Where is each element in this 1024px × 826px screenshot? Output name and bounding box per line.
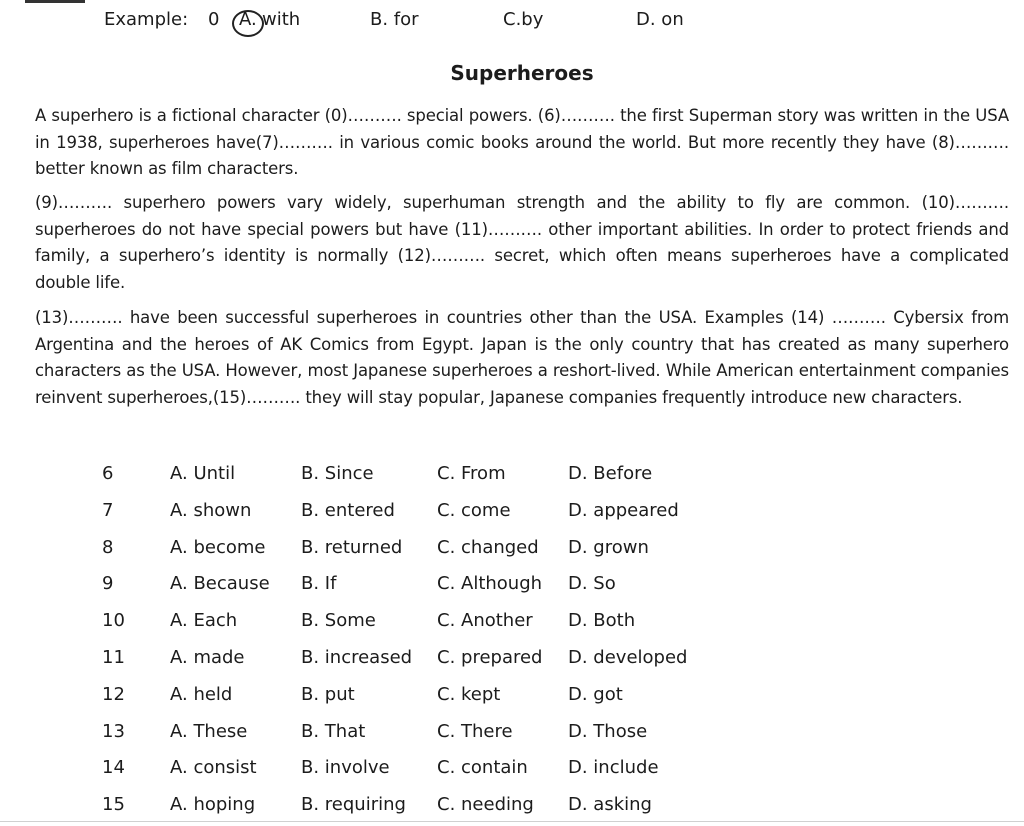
passage-title: Superheroes xyxy=(450,61,594,85)
question-number: 12 xyxy=(102,683,125,705)
top-edge-bar xyxy=(25,0,85,3)
question-row xyxy=(0,495,760,532)
example-number: 0 xyxy=(208,9,220,30)
option-c: C. From xyxy=(437,463,506,484)
option-a: A. become xyxy=(170,536,266,558)
option-b: B. returned xyxy=(301,536,403,558)
question-number: 6 xyxy=(102,463,114,484)
option-a: A. made xyxy=(170,646,245,668)
option-b: B. Since xyxy=(301,463,374,484)
example-option-a-letter: A. xyxy=(239,9,257,30)
option-d: D. Both xyxy=(568,610,636,632)
option-a: A. consist xyxy=(170,757,257,779)
option-a: A. Each xyxy=(170,610,238,632)
option-a: A. Until xyxy=(170,463,236,484)
example-label: Example: xyxy=(104,9,189,30)
option-b: B. entered xyxy=(301,499,395,521)
option-a: A. Because xyxy=(170,573,270,595)
example-option-a-word: with xyxy=(262,9,301,30)
option-b: B. If xyxy=(301,573,337,595)
option-c: C. come xyxy=(437,499,511,521)
option-a: A. hoping xyxy=(170,794,256,816)
question-number: 9 xyxy=(102,573,114,595)
option-c: C. contain xyxy=(437,757,528,779)
question-row xyxy=(0,532,760,569)
option-b: B. requiring xyxy=(301,794,406,816)
question-number: 10 xyxy=(102,610,125,632)
option-d: D. grown xyxy=(568,536,649,558)
option-c: C. There xyxy=(437,720,513,742)
example-option-d: D. on xyxy=(636,9,684,30)
option-c: C. kept xyxy=(437,683,501,705)
option-d: D. appeared xyxy=(568,499,679,521)
passage-paragraph-3: (13)………. have been successful superheroes in countries other than the USA. Examples (14) ………. Cybersix from Argentina and the heroes of AK Comics from Egypt. Japan is the only country that has created as many superhero characters as the USA. However, most Japanese superheroes a reshort-lived. While American entertainment companies reinvent superheroes,(15)………. they will stay popular, Japanese companies frequently introduce new characters. xyxy=(35,308,1009,407)
example-option-b: B. for xyxy=(370,9,419,30)
passage-paragraph-1: A superhero is a fictional character (0)………. special powers. (6)………. the first Superman story was written in the USA in 1938, superheroes have(7)………. in various comic books around the world. But more recently they have (8)………. better known as film characters. xyxy=(35,106,1009,178)
option-d: D. include xyxy=(568,757,659,779)
question-row xyxy=(0,752,760,789)
option-b: B. put xyxy=(301,683,355,705)
question-number: 8 xyxy=(102,536,114,558)
option-c: C. Although xyxy=(437,573,543,595)
question-row xyxy=(0,458,760,495)
option-a: A. held xyxy=(170,683,233,705)
question-number: 11 xyxy=(102,646,125,668)
option-a: A. shown xyxy=(170,499,252,521)
option-d: D. asking xyxy=(568,794,652,816)
option-d: D. got xyxy=(568,683,623,705)
option-d: D. Those xyxy=(568,720,648,742)
question-row xyxy=(0,605,760,642)
option-c: C. prepared xyxy=(437,646,543,668)
option-c: C. needing xyxy=(437,794,534,816)
option-b: B. That xyxy=(301,720,366,742)
example-option-c: C.by xyxy=(503,9,544,30)
question-row xyxy=(0,679,760,716)
bottom-divider xyxy=(0,821,1024,822)
option-c: C. Another xyxy=(437,610,533,632)
question-options-table xyxy=(0,458,760,826)
option-b: B. Some xyxy=(301,610,376,632)
option-c: C. changed xyxy=(437,536,539,558)
passage-paragraph-2: (9)………. superhero powers vary widely, superhuman strength and the ability to fly are common. (10)………. superheroes do not have special powers but have (11)………. other important abilities. In order to protect friends and family, a superhero’s identity is normally (12)………. secret, which often means superheroes have a complicated double life. xyxy=(35,193,1009,292)
question-number: 15 xyxy=(102,794,125,816)
question-row xyxy=(0,568,760,605)
option-d: D. Before xyxy=(568,463,653,484)
question-row xyxy=(0,716,760,753)
option-d: D. So xyxy=(568,573,616,595)
option-a: A. These xyxy=(170,720,248,742)
option-b: B. increased xyxy=(301,646,413,668)
question-row xyxy=(0,642,760,679)
question-number: 13 xyxy=(102,720,125,742)
question-number: 7 xyxy=(102,499,114,521)
question-number: 14 xyxy=(102,757,125,779)
option-d: D. developed xyxy=(568,646,688,668)
option-b: B. involve xyxy=(301,757,390,779)
